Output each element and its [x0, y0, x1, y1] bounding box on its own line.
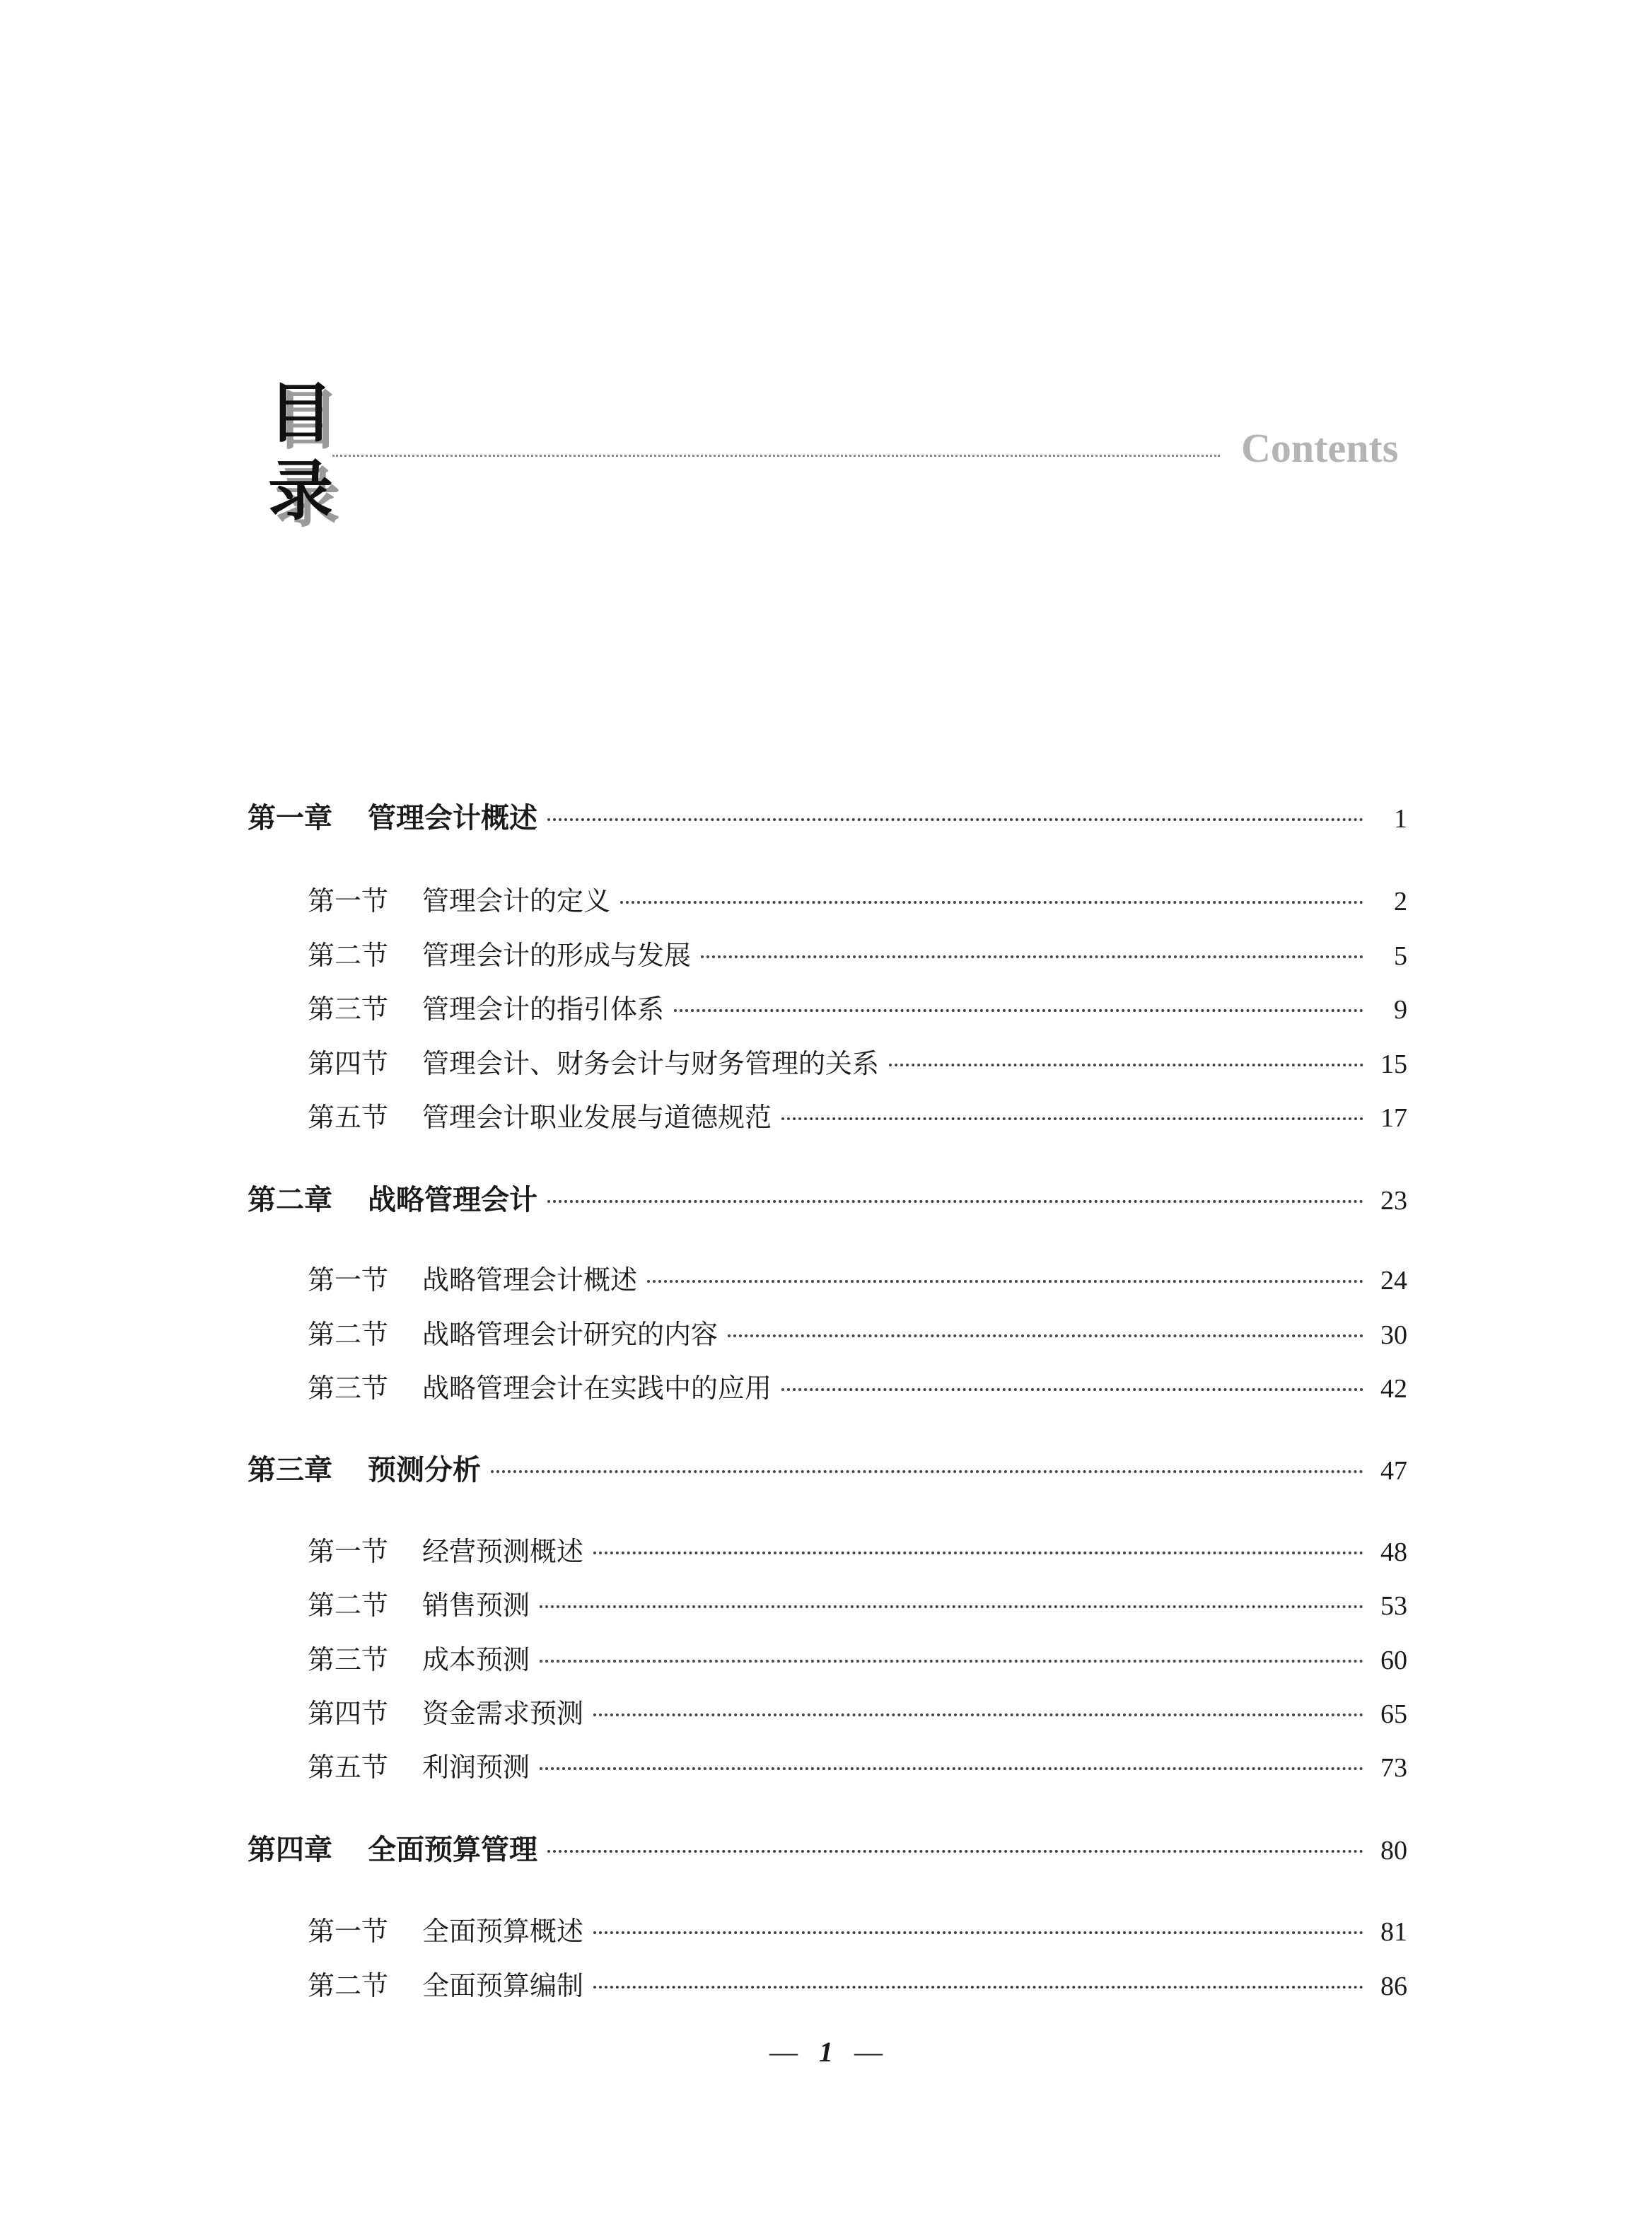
- chapter-number: 第四章: [248, 1834, 332, 1866]
- section-title: 管理会计职业发展与道德规范: [422, 1102, 772, 1133]
- page-number: 42: [1380, 1374, 1407, 1404]
- dot-leader: [620, 901, 1363, 904]
- chapter-number: 第三章: [248, 1454, 332, 1486]
- section-number: 第二节: [308, 1970, 389, 2001]
- section-title: 利润预测: [422, 1752, 530, 1783]
- toc-header: [262, 375, 1399, 545]
- page-number: 53: [1380, 1591, 1407, 1621]
- page-number: 65: [1380, 1699, 1407, 1729]
- toc-chapter-entry[interactable]: [248, 1177, 1407, 1220]
- dot-leader: [540, 1767, 1363, 1770]
- title-char-mu: 目: [267, 376, 333, 451]
- section-number: 第二节: [308, 940, 389, 971]
- section-title: 销售预测: [422, 1590, 530, 1621]
- chapter-number: 第一章: [248, 802, 332, 834]
- toc-section-entry[interactable]: [248, 1042, 1407, 1084]
- dot-leader: [781, 1388, 1363, 1391]
- toc-section-entry[interactable]: [248, 1313, 1407, 1355]
- section-number: 第一节: [308, 1916, 389, 1947]
- dot-leader: [547, 1200, 1363, 1203]
- dot-leader: [647, 1280, 1363, 1283]
- toc-section-entry[interactable]: [248, 1638, 1407, 1680]
- section-number: 第五节: [308, 1102, 389, 1133]
- dot-leader: [701, 955, 1363, 958]
- dot-leader: [728, 1334, 1363, 1337]
- toc-chapter-entry[interactable]: [248, 1448, 1407, 1490]
- toc-chapter-entry[interactable]: [248, 1827, 1407, 1870]
- section-number: 第四节: [308, 1698, 389, 1729]
- title-char-lu: 录: [267, 453, 333, 529]
- page-number: 5: [1394, 941, 1407, 971]
- toc-section-entry[interactable]: [248, 1964, 1407, 2006]
- section-number: 第二节: [308, 1590, 389, 1621]
- dot-leader: [547, 818, 1363, 821]
- footer-dash-right: —: [854, 2036, 883, 2068]
- section-title: 管理会计的指引体系: [422, 994, 665, 1025]
- dot-leader: [674, 1009, 1363, 1012]
- footer-dash-left: —: [769, 2036, 798, 2068]
- page-number: 1: [1394, 804, 1407, 834]
- dot-leader: [491, 1470, 1363, 1473]
- toc-chapter-entry[interactable]: [248, 796, 1407, 838]
- page-number: 86: [1380, 1972, 1407, 2001]
- dot-leader: [781, 1117, 1363, 1120]
- page-number: 15: [1380, 1049, 1407, 1079]
- page-number: 17: [1380, 1103, 1407, 1133]
- page-footer: [0, 2035, 1652, 2068]
- section-number: 第二节: [308, 1319, 389, 1350]
- section-number: 第五节: [308, 1752, 389, 1783]
- dot-leader: [540, 1605, 1363, 1608]
- footer-page-number: 1: [819, 2036, 833, 2068]
- section-number: 第一节: [308, 1264, 389, 1296]
- dot-leader: [540, 1660, 1363, 1663]
- page-number: 30: [1380, 1320, 1407, 1350]
- dot-leader: [889, 1064, 1363, 1066]
- section-number: 第一节: [308, 885, 389, 916]
- section-number: 第四节: [308, 1048, 389, 1079]
- page-number: 80: [1380, 1836, 1407, 1866]
- section-title: 管理会计的定义: [422, 885, 611, 916]
- chapter-title: 全面预算管理: [368, 1834, 537, 1866]
- section-title: 资金需求预测: [422, 1698, 584, 1729]
- page-number: 60: [1380, 1646, 1407, 1675]
- toc-section-entry[interactable]: [248, 1909, 1407, 1952]
- dot-leader: [593, 1986, 1363, 1989]
- toc-section-entry[interactable]: [248, 1366, 1407, 1409]
- section-title: 全面预算概述: [422, 1916, 584, 1947]
- toc-section-entry[interactable]: [248, 1258, 1407, 1300]
- page-number: 48: [1380, 1537, 1407, 1567]
- section-title: 经营预测概述: [422, 1536, 584, 1567]
- page-number: 23: [1380, 1186, 1407, 1216]
- toc-section-entry[interactable]: [248, 1095, 1407, 1138]
- section-title: 战略管理会计在实践中的应用: [422, 1373, 772, 1404]
- section-number: 第三节: [308, 994, 389, 1025]
- section-number: 第三节: [308, 1644, 389, 1675]
- toc-section-entry[interactable]: [248, 1583, 1407, 1626]
- chapter-title: 管理会计概述: [368, 802, 537, 834]
- section-title: 成本预测: [422, 1644, 530, 1675]
- page-number: 9: [1394, 995, 1407, 1025]
- dot-leader: [593, 1713, 1363, 1716]
- page-number: 2: [1394, 887, 1407, 916]
- section-title: 全面预算编制: [422, 1970, 584, 2001]
- toc-section-entry[interactable]: [248, 1692, 1407, 1734]
- toc-section-entry[interactable]: [248, 1745, 1407, 1788]
- section-title: 管理会计、财务会计与财务管理的关系: [422, 1048, 880, 1079]
- title-dotted-rule: [332, 455, 1220, 457]
- dot-leader: [593, 1552, 1363, 1554]
- section-number: 第一节: [308, 1536, 389, 1567]
- toc-section-entry[interactable]: [248, 933, 1407, 976]
- page-number: 81: [1380, 1917, 1407, 1947]
- toc-section-entry[interactable]: [248, 879, 1407, 921]
- section-title: 战略管理会计研究的内容: [422, 1319, 719, 1350]
- chapter-number: 第二章: [248, 1184, 332, 1216]
- page-number: 24: [1380, 1266, 1407, 1296]
- toc-section-entry[interactable]: [248, 987, 1407, 1030]
- page-number: 73: [1380, 1753, 1407, 1783]
- chapter-title: 预测分析: [368, 1454, 481, 1486]
- section-number: 第三节: [308, 1373, 389, 1404]
- chapter-title: 战略管理会计: [368, 1184, 537, 1216]
- dot-leader: [547, 1850, 1363, 1853]
- toc-section-entry[interactable]: [248, 1530, 1407, 1572]
- page-number: 47: [1380, 1456, 1407, 1486]
- dot-leader: [593, 1931, 1363, 1934]
- section-title: 战略管理会计概述: [422, 1264, 638, 1296]
- section-title: 管理会计的形成与发展: [422, 940, 692, 971]
- contents-label: Contents: [1241, 425, 1399, 471]
